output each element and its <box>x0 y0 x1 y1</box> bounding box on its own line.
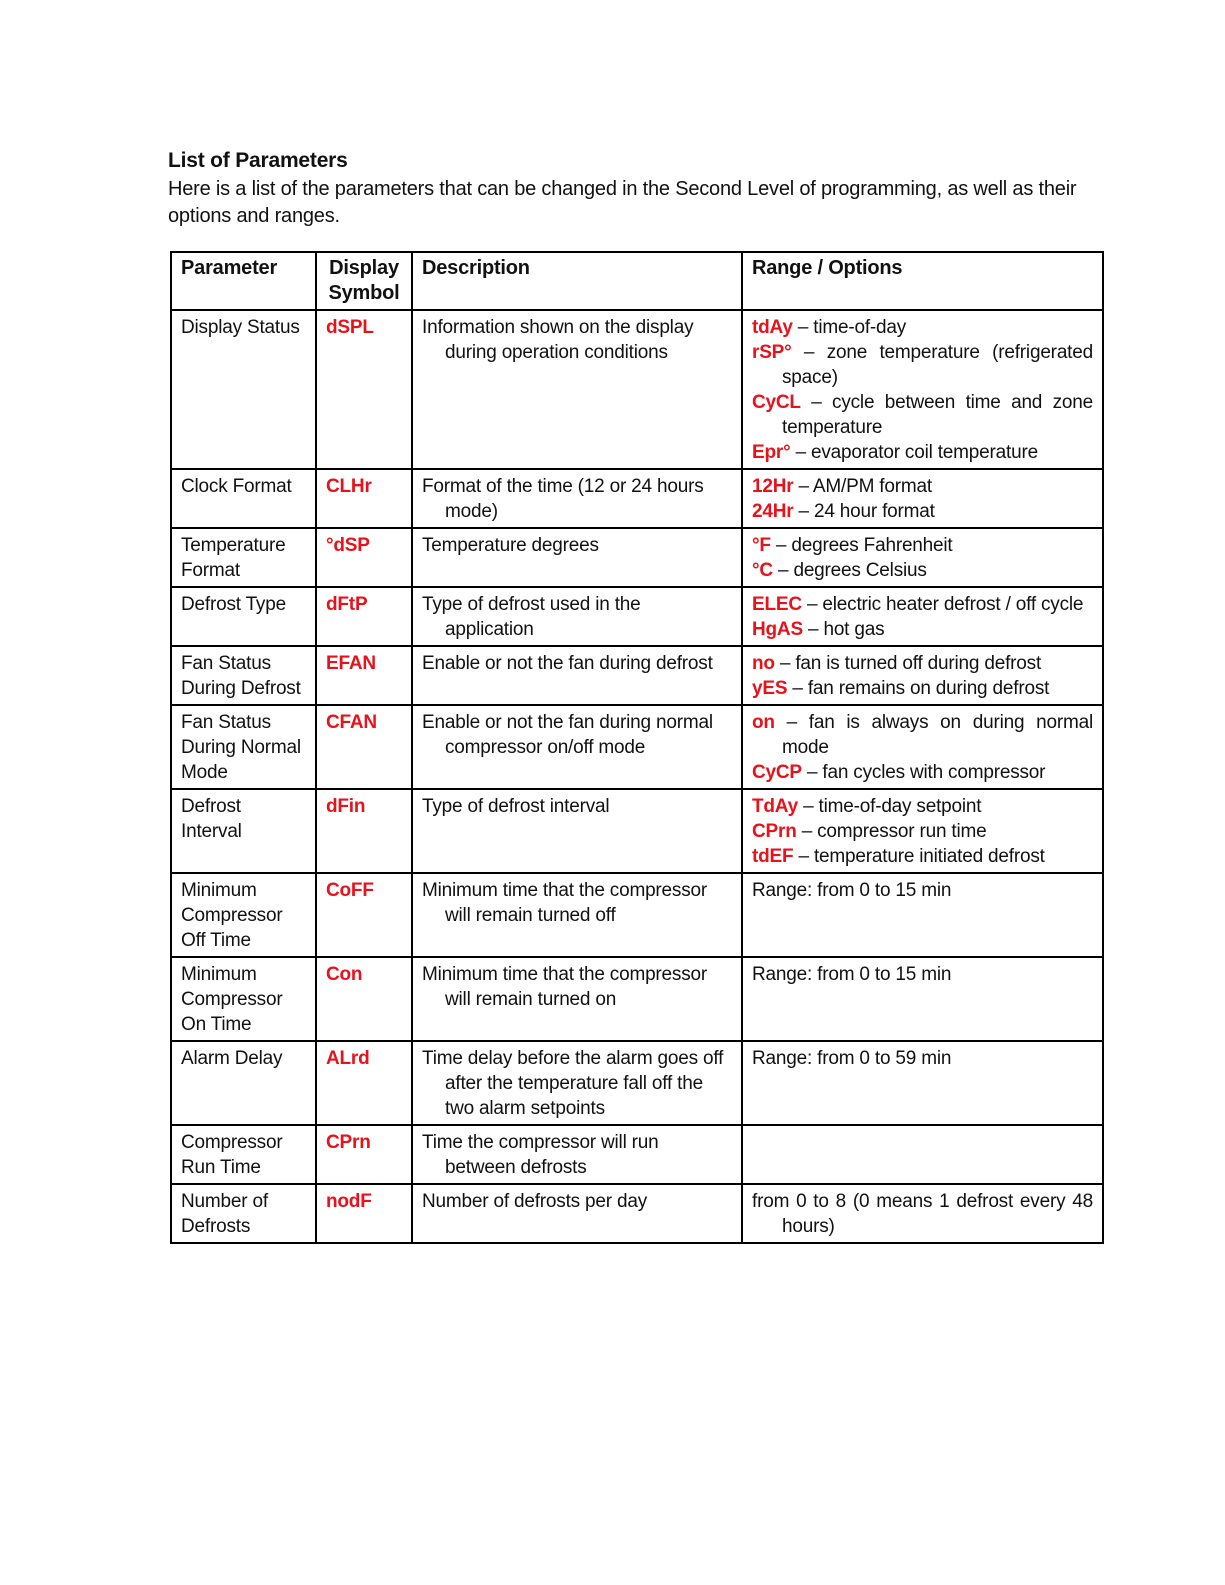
option-code: no <box>752 653 775 674</box>
option-line <box>752 617 1093 642</box>
option-text: from 0 to 8 (0 means 1 defrost every 48 hours) <box>752 1191 1093 1237</box>
range-options-cell <box>742 873 1103 957</box>
option-code: 24Hr <box>752 501 794 522</box>
table-row <box>171 705 1103 789</box>
parameter-cell: Temperature Format <box>171 528 316 587</box>
description-cell <box>412 310 742 469</box>
option-text: – 24 hour format <box>793 501 935 522</box>
description-cell <box>412 705 742 789</box>
range-options-cell <box>742 789 1103 873</box>
option-code: rSP° <box>752 342 792 363</box>
description-cell <box>412 957 742 1041</box>
option-text: – time-of-day <box>792 317 907 338</box>
display-symbol-cell: ALrd <box>316 1041 412 1125</box>
option-text: – temperature initiated defrost <box>793 846 1045 867</box>
option-line <box>752 1189 1093 1239</box>
header-display-symbol: Display Symbol <box>316 252 412 310</box>
option-code: Epr° <box>752 442 791 463</box>
option-line <box>752 340 1093 390</box>
table-row <box>171 1125 1103 1184</box>
description-text: Type of defrost interval <box>422 796 610 817</box>
option-line <box>752 794 1093 819</box>
display-symbol-cell: CoFF <box>316 873 412 957</box>
display-symbol-cell: °dSP <box>316 528 412 587</box>
description-text: Time the compressor will run between defrosts <box>422 1132 659 1178</box>
table-header-row <box>171 252 1103 310</box>
option-text: – hot gas <box>802 619 885 640</box>
option-text: – fan remains on during defrost <box>787 678 1050 699</box>
option-text: – AM/PM format <box>793 476 932 497</box>
option-text: – fan cycles with compressor <box>801 762 1046 783</box>
range-options-cell <box>742 587 1103 646</box>
option-line <box>752 844 1093 869</box>
parameter-cell: Display Status <box>171 310 316 469</box>
parameter-cell: Defrost Type <box>171 587 316 646</box>
display-symbol-cell: EFAN <box>316 646 412 705</box>
header-range-options: Range / Options <box>742 252 1103 310</box>
description-text: Minimum time that the compressor will remain turned off <box>422 880 708 926</box>
option-text: Range: from 0 to 15 min <box>752 880 952 901</box>
description-text: Enable or not the fan during normal compressor on/off mode <box>422 712 713 758</box>
table-row <box>171 873 1103 957</box>
range-options-cell <box>742 528 1103 587</box>
description-cell <box>412 873 742 957</box>
option-code: 12Hr <box>752 476 794 497</box>
option-text: – fan is turned off during defrost <box>774 653 1042 674</box>
option-text: – electric heater defrost / off cycle <box>801 594 1084 615</box>
parameter-cell: Clock Format <box>171 469 316 528</box>
description-text: Temperature degrees <box>422 535 599 556</box>
option-text: – zone temperature (refrigerated space) <box>782 342 1093 388</box>
option-line <box>752 651 1093 676</box>
display-symbol-cell: dFtP <box>316 587 412 646</box>
range-options-cell <box>742 310 1103 469</box>
option-text: – degrees Celsius <box>772 560 927 581</box>
option-code: yES <box>752 678 788 699</box>
parameter-cell: Compressor Run Time <box>171 1125 316 1184</box>
option-line <box>752 819 1093 844</box>
parameter-cell: Alarm Delay <box>171 1041 316 1125</box>
option-line <box>752 390 1093 440</box>
table-row <box>171 528 1103 587</box>
display-symbol-cell: CFAN <box>316 705 412 789</box>
option-line <box>752 1046 1093 1071</box>
option-text: – compressor run time <box>796 821 987 842</box>
option-line <box>752 474 1093 499</box>
option-code: CPrn <box>752 821 797 842</box>
description-cell <box>412 469 742 528</box>
description-text: Format of the time (12 or 24 hours mode) <box>422 476 704 522</box>
range-options-cell <box>742 1184 1103 1243</box>
range-options-cell <box>742 646 1103 705</box>
range-options-cell <box>742 1125 1103 1184</box>
option-line <box>752 962 1093 987</box>
option-line <box>752 676 1093 701</box>
table-row <box>171 646 1103 705</box>
description-cell <box>412 528 742 587</box>
display-symbol-cell: dSPL <box>316 310 412 469</box>
option-text: – time-of-day setpoint <box>798 796 982 817</box>
option-code: CyCL <box>752 392 801 413</box>
table-row <box>171 469 1103 528</box>
option-line <box>752 558 1093 583</box>
table-row <box>171 587 1103 646</box>
description-cell <box>412 789 742 873</box>
table-row <box>171 789 1103 873</box>
description-cell <box>412 1041 742 1125</box>
option-line <box>752 440 1093 465</box>
option-line <box>752 878 1093 903</box>
description-text: Enable or not the fan during defrost <box>422 653 713 674</box>
description-text: Time delay before the alarm goes off after the temperature fall off the two alarm setpoints <box>422 1048 724 1119</box>
option-line <box>752 533 1093 558</box>
display-symbol-cell: nodF <box>316 1184 412 1243</box>
description-text: Number of defrosts per day <box>422 1191 648 1212</box>
option-text: – degrees Fahrenheit <box>770 535 953 556</box>
description-text: Minimum time that the compressor will remain turned on <box>422 964 708 1010</box>
option-code: °C <box>752 560 773 581</box>
parameter-cell: Fan Status During Defrost <box>171 646 316 705</box>
table-row <box>171 1041 1103 1125</box>
parameter-cell: Number of Defrosts <box>171 1184 316 1243</box>
description-cell <box>412 646 742 705</box>
table-row <box>171 1184 1103 1243</box>
option-line <box>752 592 1093 617</box>
intro-paragraph: Here is a list of the parameters that can be changed in the Second Level of programming, as well as their options and ranges. <box>168 178 1077 227</box>
display-symbol-cell: dFin <box>316 789 412 873</box>
parameter-cell: Fan Status During Normal Mode <box>171 705 316 789</box>
option-code: CyCP <box>752 762 802 783</box>
option-line <box>752 315 1093 340</box>
range-options-cell <box>742 957 1103 1041</box>
table-row <box>171 957 1103 1041</box>
option-code: tdAy <box>752 317 793 338</box>
option-line <box>752 760 1093 785</box>
option-text: – evaporator coil temperature <box>790 442 1038 463</box>
option-line <box>752 499 1093 524</box>
header-description: Description <box>412 252 742 310</box>
option-code: °F <box>752 535 771 556</box>
description-cell <box>412 1125 742 1184</box>
option-code: ELEC <box>752 594 802 615</box>
parameter-cell: Minimum Compressor Off Time <box>171 873 316 957</box>
option-code: tdEF <box>752 846 794 867</box>
option-text: Range: from 0 to 59 min <box>752 1048 952 1069</box>
option-text: – fan is always on during normal mode <box>774 712 1093 758</box>
display-symbol-cell: CPrn <box>316 1125 412 1184</box>
table-row <box>171 310 1103 469</box>
description-text: Information shown on the display during operation conditions <box>422 317 694 363</box>
section-heading: List of Parameters <box>168 149 348 172</box>
display-symbol-cell: CLHr <box>316 469 412 528</box>
option-line <box>752 710 1093 760</box>
description-text: Type of defrost used in the application <box>422 594 641 640</box>
parameter-cell: Defrost Interval <box>171 789 316 873</box>
display-symbol-cell: Con <box>316 957 412 1041</box>
parameter-cell: Minimum Compressor On Time <box>171 957 316 1041</box>
range-options-cell <box>742 705 1103 789</box>
description-cell <box>412 1184 742 1243</box>
option-code: on <box>752 712 775 733</box>
range-options-cell <box>742 469 1103 528</box>
option-text: – cycle between time and zone temperature <box>782 392 1093 438</box>
option-text: Range: from 0 to 15 min <box>752 964 952 985</box>
header-parameter: Parameter <box>171 252 316 310</box>
description-cell <box>412 587 742 646</box>
option-code: TdAy <box>752 796 798 817</box>
range-options-cell <box>742 1041 1103 1125</box>
option-code: HgAS <box>752 619 803 640</box>
parameters-table <box>170 251 1104 1244</box>
